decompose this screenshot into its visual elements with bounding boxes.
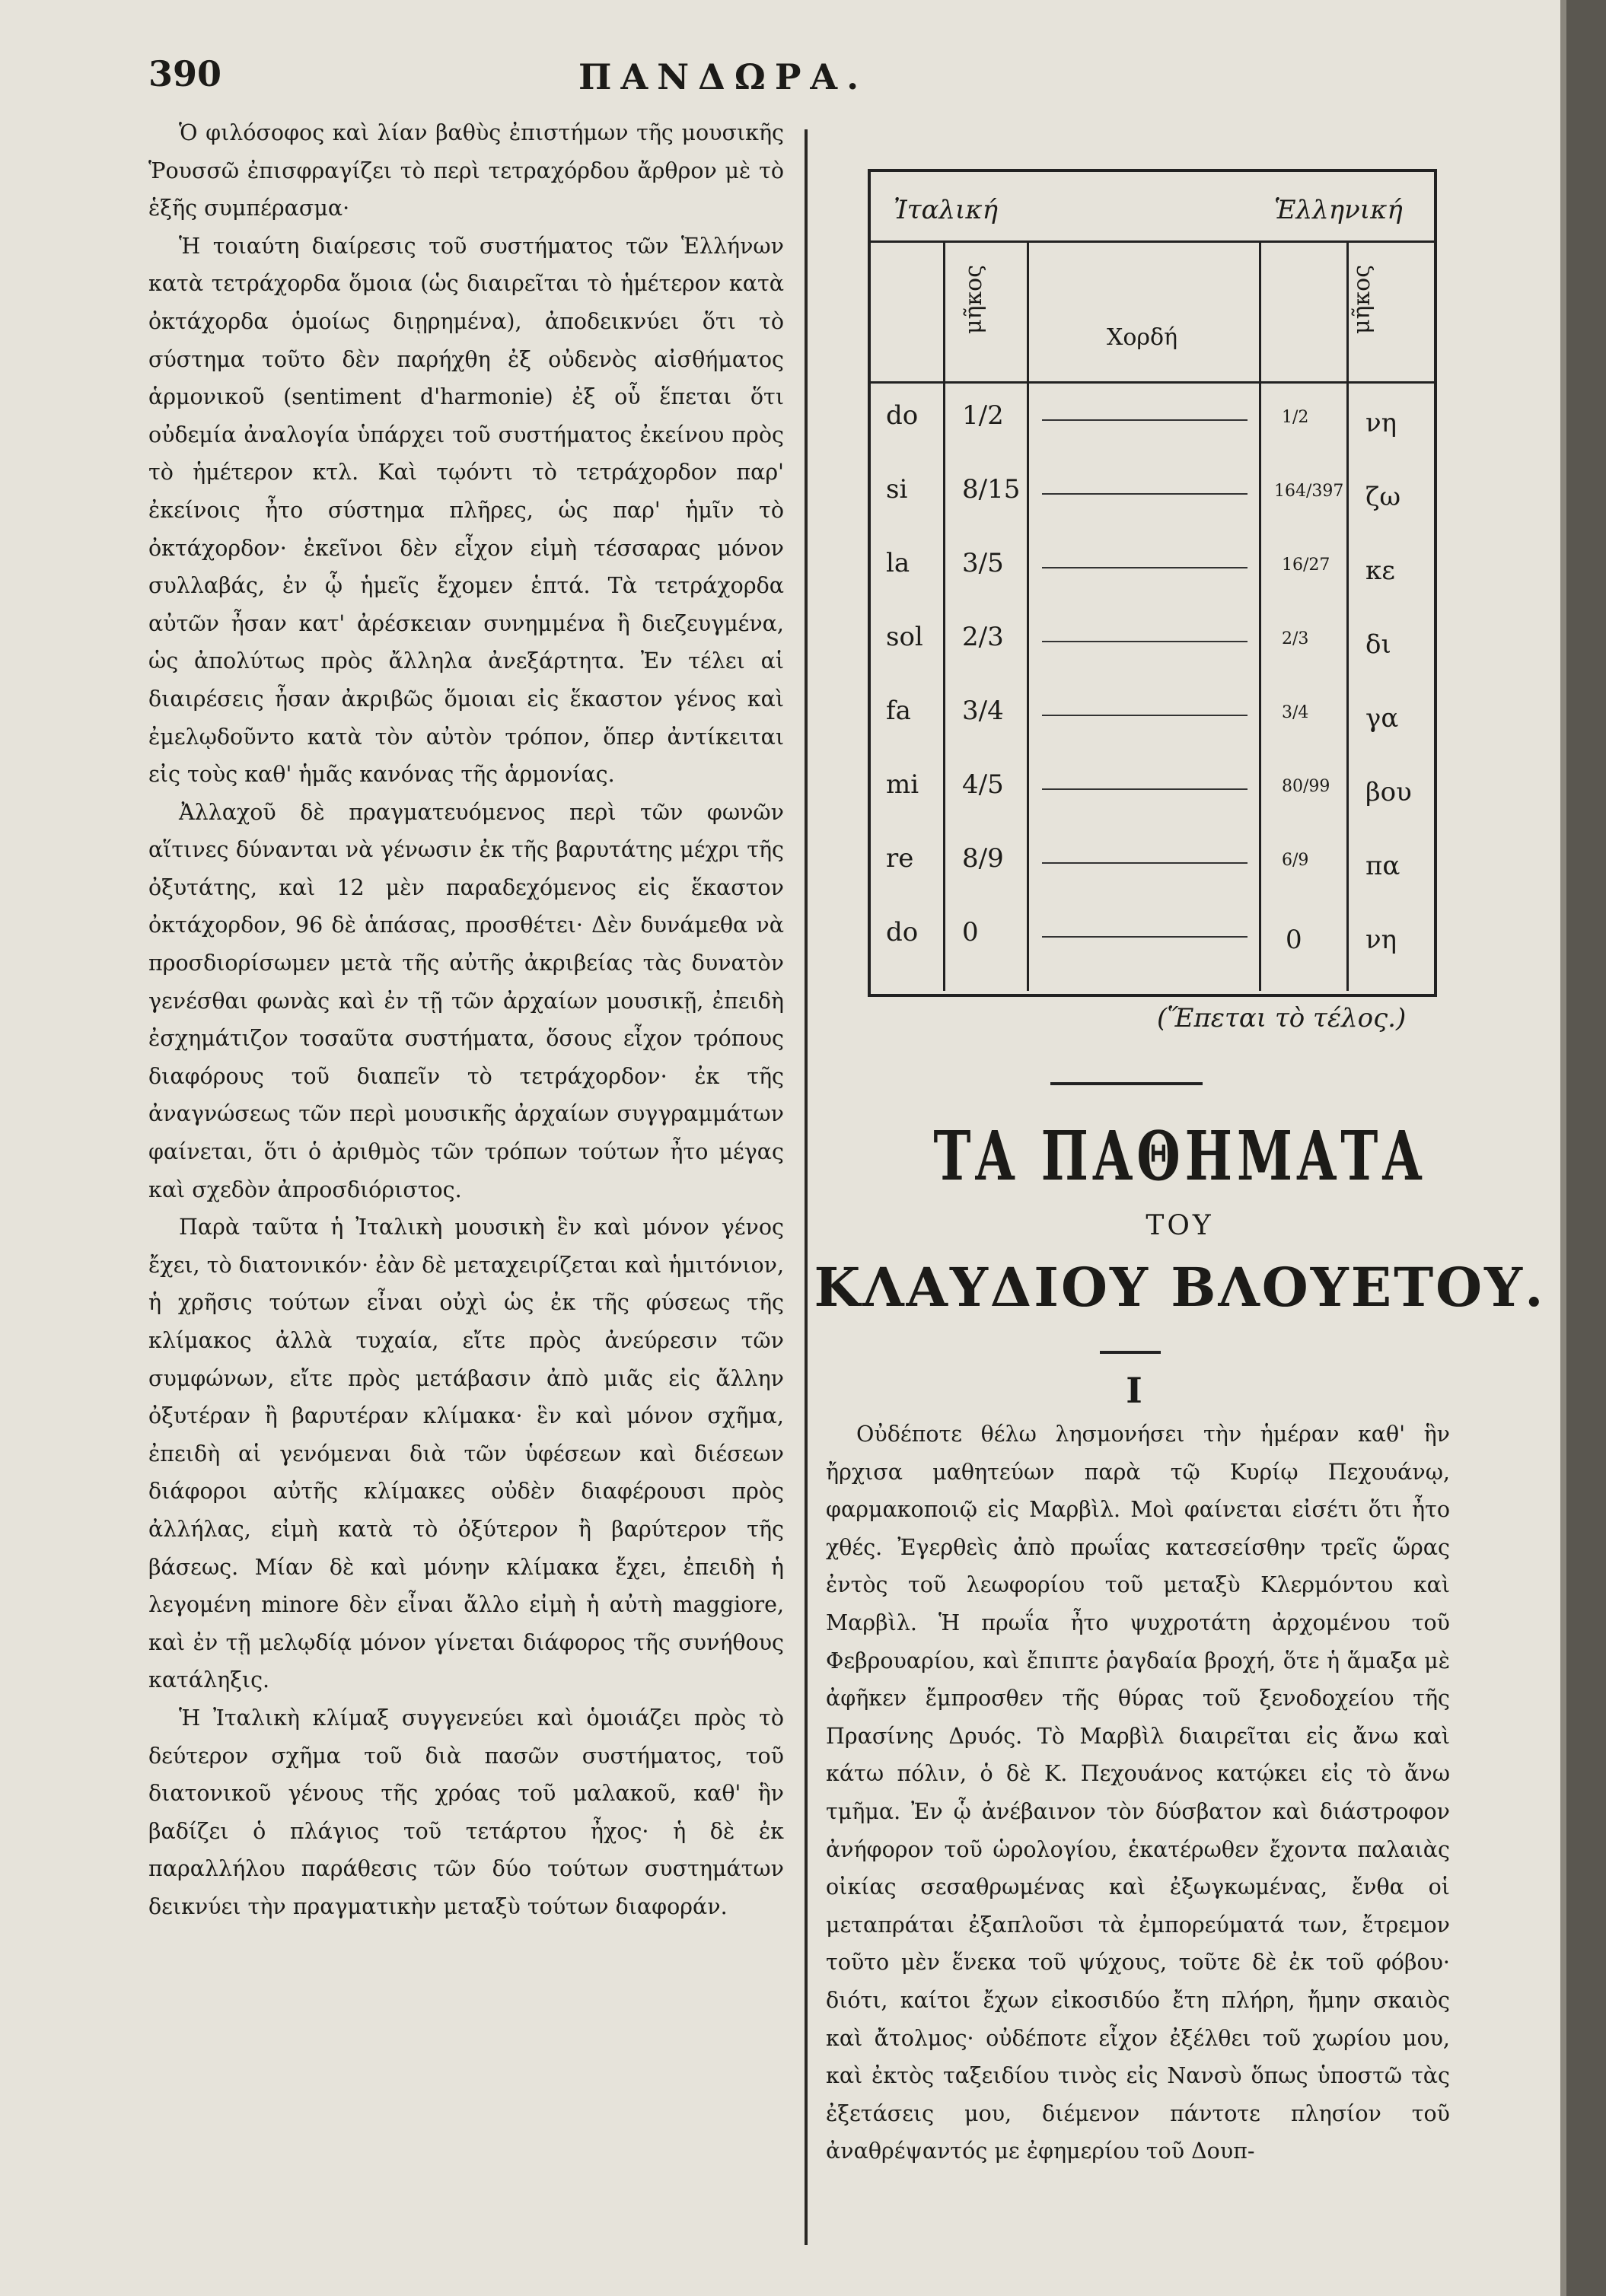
gr-length: 2/3 [1282,629,1309,648]
gr-length: 6/9 [1282,851,1309,870]
table-row [871,467,1434,535]
page-number: 390 [148,53,222,94]
header-greek: Ἑλληνική [1274,195,1403,225]
it-length: 4/5 [962,769,1004,800]
gr-length: 164/397 [1274,482,1344,501]
it-length: 1/2 [962,400,1004,431]
gr-length: 80/99 [1282,777,1330,796]
article-title-of: ΤΟΥ [1146,1210,1214,1241]
gr-note: δι [1365,629,1391,660]
table-row [871,540,1434,609]
paragraph: Ἀλλαχοῦ δὲ πραγματευόμενος περὶ τῶν φωνῶν αἵτινες δύνανται νὰ γένωσιν ἐκ τῆς βαρυτάτης μέχρι τῆς ὀξυτάτης, καὶ 12 μὲν παραδεχόμενος εἰς ἕκαστον ὀκτάχορδον, 96 δὲ ἁπάσας, προσθέτει· Δὲν δυνάμεθα νὰ προσδιορίσωμεν μετὰ τῆς αὐτῆς ἀκριβείας τὰς δυνατὸν γενέσθαι φωνὰς καὶ ἐν τῇ τῶν ἀρχαίων μουσικῇ, ἐπειδὴ ἐσχημάτιζον τοσαῦτα συστήματα, ὅσους εἶχον τρόπους διαφόρους τοῦ διαπεῖν τὸ τετράχορδον· ἐκ τῆς ἀναγνώσεως τῶν περὶ μουσικῆς ἀρχαίων συγγραμμάτων φαίνεται, ὅτι ὁ ἀριθμὸς τῶν τρόπων τούτων ἦτο μέγας καὶ σχεδὸν ἀπροσδιόριστος. [148,799,784,1202]
col-length-gr: μῆκος [1349,264,1376,335]
gr-note: ζω [1365,482,1401,512]
table-row [871,909,1434,978]
col-length-it: μῆκος [961,264,988,335]
it-length: 3/4 [962,696,1004,726]
it-note: re [886,843,914,874]
gr-length: 0 [1286,925,1302,955]
gr-length: 1/2 [1282,408,1309,427]
col-string: Χορδή [1107,324,1178,351]
it-note: fa [886,696,911,726]
gr-note: γα [1365,703,1399,734]
paragraph: Ὁ φιλόσοφος καὶ λίαν βαθὺς ἐπιστήμων τῆς μουσικῆς Ῥουσσῶ ἐπισφραγίζει τὸ περὶ τετραχόρδου ἄρθρον μὲ τὸ ἑξῆς συμπέρασμα· [148,120,784,221]
table-row [871,688,1434,756]
paragraph: Ἡ Ἰταλικὴ κλίμαξ συγγενεύει καὶ ὁμοιάζει πρὸς τὸ δεύτερον σχῆμα τοῦ διὰ πασῶν συστήματος, τοῦ διατονικοῦ γένους τῆς χρόας τοῦ μαλακοῦ, καθ' ἣν βαδίζει ὁ πλάγιος τοῦ τετάρτου ἦχος· ἡ δὲ ἐκ παραλλήλου παράθεσις τῶν δύο τούτων συστημάτων δεικνύει τὴν πραγματικὴν μεταξὺ τούτων διαφοράν. [148,1705,784,1919]
gr-note: νη [1365,408,1397,438]
scale-comparison-table [868,169,1437,997]
chapter-numeral: Ι [1126,1370,1142,1411]
paragraph: Ἡ τοιαύτη διαίρεσις τοῦ συστήματος τῶν Ἑλλήνων κατὰ τετράχορδα ὅμοια (ὡς διαιρεῖται τὸ ἡμέτερον κατὰ ὀκτάχορδα ὁμοίως διῃρημένα), ἀποδεικνύει ὅτι τὸ σύστημα τοῦτο δὲν παρήχθη ἐξ οὐδενὸς αἰσθήματος ἁρμονικοῦ (sentiment d'harmonie) ἐξ οὗ ἕπεται ὅτι οὐδεμία ἀναλογία ὑπάρχει τοῦ συστήματος ἐκείνου πρὸς τὸ ἡμέτερον κτλ. Καὶ τῳόντι τὸ τετράχορδον παρ' ἐκείνοις ἦτο σύστημα πλῆρες, ὡς παρ' ἡμῖν τὸ ὀκτάχορδον· ἐκεῖνοι δὲν εἶχον εἰμὴ τέσσαρας μόνον συλλαβάς, ἐν ᾧ ἡμεῖς ἔχομεν ἑπτά. Τὰ τετράχορδα αὐτῶν ἦσαν κατ' ἀρέσκειαν συνημμένα ἢ διεζευγμένα, ὡς ἀπολύτως πρὸς ἄλληλα ἀνεξάρτητα. Ἐν τέλει αἱ διαιρέσεις ἦσαν ἀκριβῶς ὅμοιαι εἰς ἕκαστον γένος καὶ ἐμελῳδοῦντο κατὰ τὸν αὐτὸν τρόπον, ὅπερ ἀντίκειται εἰς τοὺς καθ' ἡμᾶς κανόνας τῆς ἁρμονίας. [148,233,784,788]
header-italian: Ἰταλική [894,195,999,225]
table-row [871,762,1434,830]
ornamental-rule [1100,1351,1161,1354]
it-length: 2/3 [962,622,1004,652]
right-column [826,1415,1450,2170]
gr-note: κε [1365,556,1395,586]
article-title: ΤΑ ΠΑΘΗΜΑΤΑ [933,1116,1426,1196]
it-length: 8/9 [962,843,1004,874]
it-length: 0 [962,917,979,947]
gr-note: πα [1365,851,1400,881]
gr-length: 16/27 [1282,556,1330,575]
it-note: si [886,474,908,505]
it-note: la [886,548,910,578]
gr-note: βου [1365,777,1412,807]
table-rule [871,240,1434,243]
table-row [871,836,1434,904]
paragraph: Οὐδέποτε θέλω λησμονήσει τὴν ἡμέραν καθ' ἣν ἤρχισα μαθητεύων παρὰ τῷ Κυρίῳ Πεχουάνῳ, φαρμακοποιῷ εἰς Μαρβὶλ. Μοὶ φαίνεται εἰσέτι ὅτι ἦτο χθές. Ἐγερθεὶς ἀπὸ πρωΐας κατεσείσθην τρεῖς ὥρας ἐντὸς τοῦ λεωφορίου τοῦ μεταξὺ Κλερμόντου καὶ Μαρβὶλ. Ἡ πρωΐα ἦτο ψυχροτάτη ἀρχομένου τοῦ Φεβρουαρίου, καὶ ἔπιπτε ῥαγδαία βροχή, ὅτε ἡ ἅμαξα μὲ ἀφῆκεν ἔμπροσθεν τῆς θύρας τοῦ ξενοδοχείου τῆς Πρασίνης Δρυός. Τὸ Μαρβὶλ διαιρεῖται εἰς ἄνω καὶ κάτω πόλιν, ὁ δὲ Κ. Πεχουάνος κατῴκει εἰς τὸ ἄνω τμῆμα. Ἐν ᾧ ἀνέβαινον τὸν δύσβατον καὶ διάστροφον ἀνήφορον τοῦ ὡρολογίου, ἑκατέρωθεν ἔχοντα παλαιὰς οἰκίας σεσαθρωμένας καὶ ἐξωγκωμένας, ἔνθα οἱ μεταπράται ἐξαπλοῦσι τὰ ἐμπορεύματά των, ἔτρεμον τοῦτο μὲν ἕνεκα τοῦ ψύχους, τοῦτε δὲ ἐκ τοῦ φόβου· διότι, καίτοι ἔχων εἰκοσιδύο ἔτη πλήρη, ἤμην σκαιὸς καὶ ἄτολμος· οὐδέποτε εἶχον ἐξέλθει τοῦ χωρίου μου, καὶ ἐκτὸς ταξειδίου τινὸς εἰς Νανσὺ ὅπως ὑποστῶ τὰς ἐξετάσεις μου, διέμενον πάντοτε πλησίον τοῦ ἀναθρέψαντός με ἐφημερίου τοῦ Δουπ- [826,1422,1450,2164]
book-binding-edge [1560,0,1606,2296]
table-row [871,614,1434,683]
paragraph: Παρὰ ταῦτα ἡ Ἰταλικὴ μουσικὴ ἓν καὶ μόνον γένος ἔχει, τὸ διατονικόν· ἐὰν δὲ μεταχειρίζεται καὶ ἡμιτόνιον, ἡ χρῆσις τούτων εἶναι οὐχὶ ὡς ἐκ τῆς φύσεως τῆς κλίμακος ἀλλὰ τυχαία, εἴτε πρὸς ἀνεύρεσιν τῶν συμφώνων, εἴτε πρὸς μετάβασιν ἀπὸ μιᾶς εἰς ἄλλην ὀξυτέραν ἢ βαρυτέραν κλίμακα· ἓν καὶ μόνον σχῆμα, ἐπειδὴ αἱ γενόμεναι διὰ τῶν ὑφέσεων καὶ διέσεων διάφοροι αὐτῆς κλίμακες οὐδὲν διαφέρουσι πρὸς ἀλλήλας, εἰμὴ κατὰ τὸ ὀξύτερον ἢ βαρύτερον τῆς βάσεως. Μίαν δὲ καὶ μόνην κλίμακα ἔχει, ἐπειδὴ ἡ λεγομένη minore δὲν εἶναι ἄλλο εἰμὴ ἡ αὐτὴ maggiore, καὶ ἐν τῇ μελῳδίᾳ μόνον γίνεται διάφορος τῆς συνήθους κατάληξις. [148,1215,784,1693]
gr-note: νη [1365,925,1397,955]
ornamental-rule [1050,1082,1203,1085]
it-length: 8/15 [962,474,1021,505]
it-length: 3/5 [962,548,1004,578]
table-row [871,393,1434,461]
table-rule [871,381,1434,384]
left-column [148,114,784,1926]
continued-note: (Ἕπεται τὸ τέλος.) [1157,1003,1407,1033]
it-note: mi [886,769,919,800]
gr-length: 3/4 [1282,703,1309,722]
it-note: do [886,400,919,431]
journal-title: ΠΑΝΔΩΡΑ. [578,56,868,97]
page-header [0,46,1560,107]
it-note: sol [886,622,923,652]
article-author-name: ΚΛΑΥΔΙΟΥ ΒΛΟΥΕΤΟΥ. [814,1256,1546,1319]
it-note: do [886,917,919,947]
